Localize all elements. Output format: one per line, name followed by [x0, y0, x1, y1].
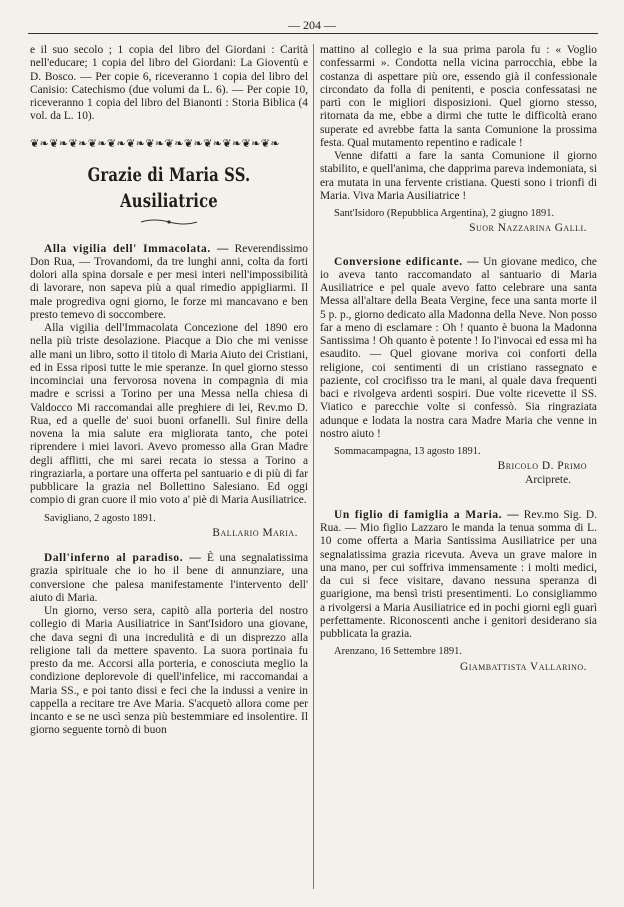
section-title: Grazie di Maria SS. Ausiliatrice: [87, 163, 251, 212]
article-title: Un figlio di famiglia a Maria. —: [334, 508, 520, 521]
article-paragraph: Venne difatti a fare la santa Comunione il giorno stabilito, e quell'anima, che dapprima pareva indemoniata, si era mutata in una fervente cristiana. Questi sono i trionfi di Maria. Viva Maria Ausiliatrice !: [320, 150, 597, 202]
article-signature-role: Arciprete.: [525, 473, 571, 486]
left-column: [30, 44, 308, 738]
article-signature: Suor Nazzarina Galli.: [469, 222, 587, 235]
right-column: [320, 44, 597, 674]
flourish-divider-icon: [139, 218, 199, 229]
article-paragraph: Un giorno, verso sera, capitò alla porteria del nostro collegio di Maria Ausiliatrice in Sant'Isidoro una giovane, che dava segni di una incredulità e di un disprezzo alla religione tali da mettere spavento. La suora portinaia fu presto da me. Accorsi alla porteria, e conosciuta meglio la condizione deplorevole di quell'infelice, mi raccomandai a Maria SS., e poi tanto dissi e feci che la indussi a venire in cappella a recitare tre Ave Maria. S'acquetò allora come per incanto e se ne uscì senza più bestemmiare ed insolentire. Il giorno seguente tornò di buon: [30, 605, 308, 737]
article-title: Dall'inferno al paradiso. —: [44, 552, 202, 564]
article-paragraph: È una segnalatissima grazia spirituale che io ho il bene di annunziare, una conversione che palesa manifestamente l'intervento dell' aiuto di Maria.: [30, 552, 308, 604]
article-paragraph: mattino al collegio e la sua prima parola fu : « Voglio confessarmi ». Condotta nella vicina parrocchia, ebbe la costanza di aspettare più ore, essendo già il confessionale circondato da folla di penitenti, e poscia confessatasi ne partì con le migliori disposizioni. Quel giorno stesso, ritornata da me, ebbe a dirmi che tutte le difficoltà erano superate ed avrebbe fatta la santa Comunione la prossima festa. Qual mutamento repentino e radicale !: [320, 44, 597, 149]
article-title: Alla vigilia dell' Immacolata. —: [44, 242, 229, 255]
article-signature: Ballario Maria.: [212, 526, 298, 539]
article-title: Conversione edificante. —: [334, 255, 480, 268]
article-paragraph: Un giovane medico, che io aveva tanto raccomandato al santuario di Maria Ausiliatrice e pel quale avevo fatto celebrare una santa Messa all'altare della Beata Vergine, fece una santa morte il 5 p. p., giorno dedicato alla Madonna della Neve. Non posso far a meno di esclamare : Oh ! quanto è buona la Madonna Santissima ! Oh quanto è potente ! Io l'invocai ed essa mi ha esaudito. — Quel giovane moriva coi conforti della religione, coi sentimenti di un cristiano rassegnato e paziente, col crocifisso tra le mani, al quale dava frequenti baci e rivolgeva ardenti sospiri. Due volte ricevette il SS. Viatico e parecchie volte si confessò. Sia ringraziata adunque e lodata la nostra cara Madre Maria che venne in nostro aiuto !: [320, 255, 597, 440]
article-body: [320, 256, 597, 442]
article-paragraph: Reverendissimo Don Rua, — Trovandomi, da tre lunghi anni, colta da forti dolori alla spina dorsale e per mesi interi nell'impossibilità di lavorare, non sapeva più a qual rimedio appigliarmi. Il male progrediva ogni giorno, le forze mi mancavano e ben presto temevo di soccombere.: [30, 242, 308, 321]
article-signature: Bricolo D. Primo: [497, 460, 587, 473]
article-paragraph: Rev.mo Sig. D. Rua. — Mio figlio Lazzaro le manda la tenua somma di L. 10 come offerta a Maria Santissima Ausiliatrice per una segnalatissima grazia ricevuta. Aveva un grave malore in una mano, per cui soffriva immensamente : i molti medici, da cui si fece visitare, davano nessuna speranza di guarigione, ma bensì tristi presentimenti. Lo consigliammo a rivolgersi a Maria Ausiliatrice ed in pochi giorni egli guarì perfettamente. Riconoscenti anche i genitori desiderano sia pubblicata la grazia.: [320, 508, 597, 640]
article-signature: Giambattista Vallarino.: [459, 660, 587, 673]
article-body: [30, 552, 308, 605]
article-place-date: Sommacampagna, 13 agosto 1891.: [334, 446, 481, 457]
intro-paragraph: e il suo secolo ; 1 copia del libro del Giordani : Carità nell'educare; 1 copia del libro del Giordani: La Gioventù e D. Bosco. — Per copie 6, riceveranno 1 copia del libro del Canisio: Catechismo (due volumi da L. 6). — Per copie 10, riceveranno 1 copia del libro del Bianonti : Storia Biblica (4 vol. da L. 10).: [30, 44, 308, 123]
article-place-date: Savigliano, 2 agosto 1891.: [44, 512, 156, 524]
article-paragraph: Alla vigilia dell'Immacolata Concezione del 1890 ero nella più triste desolazione. Piacque a Dio che mi venisse alle mani un libro, sotto il titolo di Maria Aiuto dei Cristiani, ed in Essa riposi tutte le mie speranze. In quel giorno stesso incominciai una fervorosa novena in compagnia di mia madre e scrissi a Torino per una Messa nella chiesa di Valdocco Mi raccomandai alle preghiere di lei, Rev.mo D. Rua, ed a quelle de' suoi buoni orfanelli. Sul finire della novena la mia salute era migliorata tanto, che potei riprendere i miei lavori. Avevo promesso alla Gran Madre degli afflitti, che mi sarei recata io stessa a Torino a ringraziarla, a portare una offerta pel santuario e di più di far pubblicare la grazia nel Bollettino Salesiano. Ed oggi compio di gran cuore il mio voto a' piè di Maria Ausiliatrice.: [30, 322, 308, 507]
article-place-date: Sant'Isidoro (Repubblica Argentina), 2 giugno 1891.: [334, 208, 555, 219]
ornament-border: ❦❧❦❧❦❧❦❧❦❧❦❧❦❧❦❧❦❧❦❧❦❧❦❧❦❧: [30, 137, 281, 150]
article-place-date: Arenzano, 16 Settembre 1891.: [334, 646, 463, 658]
article-body: [320, 509, 597, 642]
header-rule: [28, 33, 598, 34]
article-body: [30, 243, 308, 323]
page-number: — 204 —: [288, 18, 336, 32]
column-divider: [313, 44, 314, 889]
